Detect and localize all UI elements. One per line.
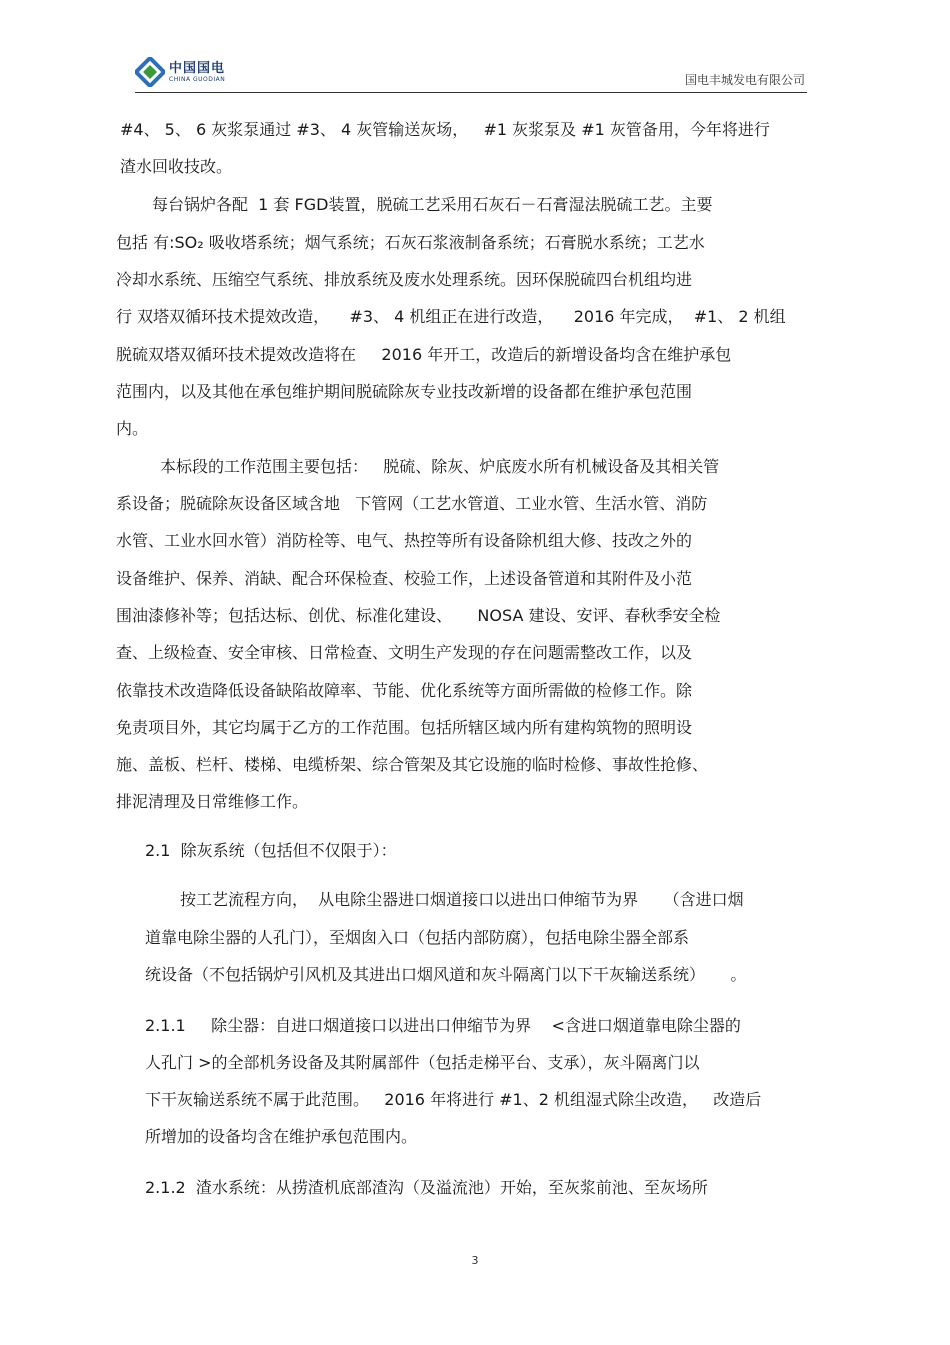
subsection-heading: 2.1.2 渣水系统：从捞渣机底部渣沟（及溢流池）开始，至灰浆前池、至灰场所 [145, 1178, 708, 1197]
text-line: 脱硫双塔双循环技术提效改造将在 2016 年开工，改造后的新增设备均含在维护承包 [116, 345, 732, 364]
company-logo [135, 56, 225, 88]
text-line: 本标段的工作范围主要包括： 脱硫、除灰、炉底废水所有机械设备及其相关管 [160, 457, 720, 476]
logo-english-text: CHINA GUODIAN [169, 75, 226, 83]
company-name: 国电丰城发电有限公司 [684, 73, 805, 87]
page-header [135, 56, 807, 93]
text-line: #4、 5、 6 灰浆泵通过 #3、 4 灰管输送灰场， #1 灰浆泵及 #1 灰管备用，今年将进行 [120, 120, 770, 139]
text-line: 围油漆修补等；包括达标、创优、标准化建设、 NOSA 建设、安评、春秋季安全检 [116, 606, 721, 625]
text-line: 道靠电除尘器的人孔门），至烟囱入口（包括内部防腐），包括电除尘器全部系 [145, 928, 690, 947]
text-line: 渣水回收技改。 [120, 157, 233, 176]
guodian-logo-icon [135, 57, 165, 87]
text-line: 水管、工业水回水管）消防栓等、电气、热控等所有设备除机组大修、技改之外的 [116, 531, 693, 550]
text-line: 行 双塔双循环技术提效改造， #3、 4 机组正在进行改造， 2016 年完成， #1、 2 机组 [116, 307, 786, 326]
text-line: 依靠技术改造降低设备缺陷故障率、节能、优化系统等方面所需做的检修工作。除 [116, 681, 693, 700]
logo-chinese-text: 中国国电 [169, 60, 226, 76]
text-line: 内。 [116, 419, 149, 438]
text-line: 系设备；脱硫除灰设备区域含地 下管网（工艺水管道、工业水管、生活水管、消防 [116, 494, 708, 513]
text-line: 所增加的设备均含在维护承包范围内。 [145, 1127, 418, 1146]
text-line: 免责项目外，其它均属于乙方的工作范围。包括所辖区域内所有建构筑物的照明设 [116, 718, 693, 737]
text-line: 排泥清理及日常维修工作。 [116, 792, 309, 811]
text-line: 设备维护、保养、消缺、配合环保检查、校验工作，上述设备管道和其附件及小范 [116, 569, 693, 588]
text-line: 施、盖板、栏杆、楼梯、电缆桥架、综合管架及其它设施的临时检修、事故性抢修、 [116, 755, 709, 774]
text-line: 冷却水系统、压缩空气系统、排放系统及废水处理系统。因环保脱硫四台机组均进 [116, 270, 693, 289]
page-number: 3 [471, 1254, 479, 1267]
section-heading: 2.1 除灰系统（包括但不仅限于）： [145, 841, 397, 860]
text-line: 包括 有:SO₂ 吸收塔系统；烟气系统；石灰石浆液制备系统；石膏脱水系统；工艺水 [116, 233, 705, 252]
text-line: 查、上级检查、安全审核、日常检查、文明生产发现的存在问题需整改工作，以及 [116, 643, 693, 662]
subsection-heading: 2.1.1 除尘器：自进口烟道接口以进出口伸缩节为界 <含进口烟道靠电除尘器的 [145, 1016, 741, 1035]
text-line: 范围内，以及其他在承包维护期间脱硫除灰专业技改新增的设备都在维护承包范围 [116, 382, 693, 401]
text-line: 每台锅炉各配 1 套 FGD装置，脱硫工艺采用石灰石－石膏湿法脱硫工艺。主要 [152, 195, 713, 214]
text-line: 统设备（不包括锅炉引风机及其进出口烟风道和灰斗隔离门以下干灰输送系统） 。 [145, 965, 747, 984]
text-line: 人孔门 >的全部机务设备及其附属部件（包括走梯平台、支承），灰斗隔离门以 [145, 1053, 700, 1072]
text-line: 下干灰输送系统不属于此范围。 2016 年将进行 #1、2 机组湿式除尘改造， 改造后 [145, 1090, 762, 1109]
text-line: 按工艺流程方向， 从电除尘器进口烟道接口以进出口伸缩节为界 （含进口烟 [180, 890, 744, 909]
